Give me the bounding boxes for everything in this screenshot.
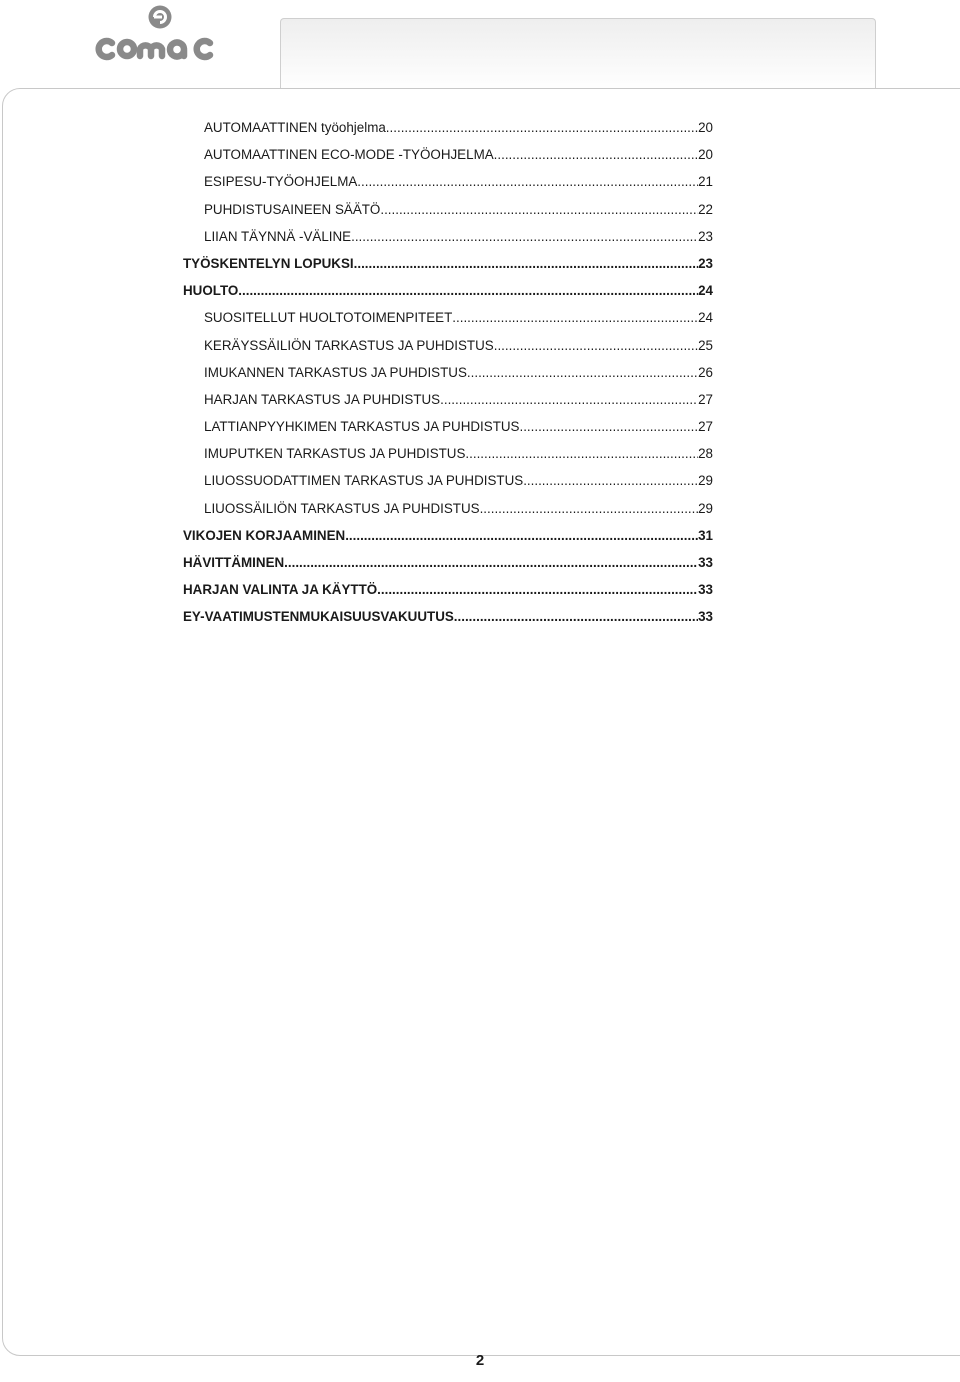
toc-entry[interactable] — [183, 498, 713, 525]
toc-entry-page: 23 — [698, 255, 713, 271]
toc-entry-page: 23 — [698, 228, 713, 244]
dot-leader — [465, 443, 698, 465]
dot-leader — [345, 525, 698, 547]
toc-entry[interactable] — [183, 416, 713, 443]
toc-entry-page: 24 — [698, 283, 713, 299]
toc-entry-title: SUOSITELLUT HUOLTOTOIMENPITEET — [204, 310, 453, 326]
toc-entry-page: 26 — [698, 364, 713, 380]
toc-entry[interactable] — [183, 552, 713, 579]
toc-entry-title: LIIAN TÄYNNÄ -VÄLINE — [204, 228, 352, 244]
dot-leader — [357, 171, 698, 193]
toc-entry-page: 21 — [698, 174, 713, 190]
toc-entry-title: LIUOSSÄILIÖN TARKASTUS JA PUHDISTUS — [204, 500, 480, 516]
toc-entry-title: HARJAN TARKASTUS JA PUHDISTUS — [204, 391, 441, 407]
toc-entry[interactable] — [183, 280, 713, 307]
dot-leader — [390, 117, 699, 139]
toc-entry[interactable] — [183, 335, 713, 362]
toc-entry-page: 33 — [698, 582, 713, 598]
dot-leader — [494, 335, 698, 357]
dot-leader — [380, 199, 698, 221]
toc-entry-page: 25 — [698, 337, 713, 353]
toc-entry-title: HARJAN VALINTA JA KÄYTTÖ — [183, 582, 378, 598]
toc-entry-title: EY-VAATIMUSTENMUKAISUUSVAKUUTUS — [183, 609, 454, 625]
dot-leader — [440, 389, 698, 411]
dot-leader — [454, 606, 698, 628]
toc-entry-page: 27 — [698, 419, 713, 435]
toc-entry[interactable] — [183, 470, 713, 497]
toc-entry[interactable] — [183, 199, 713, 226]
toc-entry[interactable] — [183, 171, 713, 198]
toc-entry-title: LIUOSSUODATTIMEN TARKASTUS JA PUHDISTUS — [204, 473, 524, 489]
toc-entry-title: VIKOJEN KORJAAMINEN — [183, 527, 346, 543]
toc-entry-title: LATTIANPYYHKIMEN TARKASTUS JA PUHDISTUS — [204, 419, 520, 435]
toc-entry-page: 33 — [698, 555, 713, 570]
toc-entry-title: IMUPUTKEN TARKASTUS JA PUHDISTUS — [204, 446, 466, 462]
dot-leader — [494, 144, 698, 166]
dot-leader — [284, 552, 698, 574]
table-of-contents — [183, 117, 713, 634]
toc-entry-title: AUTOMAATTINEN työohjelma. — [204, 120, 390, 135]
toc-entry[interactable] — [183, 525, 713, 552]
toc-entry-title: PUHDISTUSAINEEN SÄÄTÖ — [204, 201, 381, 217]
toc-entry-page: 24 — [698, 310, 713, 326]
toc-entry[interactable] — [183, 443, 713, 470]
dot-leader — [519, 416, 698, 438]
toc-entry[interactable] — [183, 606, 713, 633]
toc-entry[interactable] — [183, 144, 713, 171]
toc-entry[interactable] — [183, 579, 713, 606]
toc-entry-page: 20 — [698, 120, 713, 135]
dot-leader — [238, 280, 698, 302]
toc-entry-page: 33 — [698, 609, 713, 625]
header-tab — [280, 18, 876, 90]
toc-entry-page: 28 — [698, 446, 713, 462]
toc-entry-title: KERÄYSSÄILIÖN TARKASTUS JA PUHDISTUS — [204, 337, 494, 353]
toc-entry[interactable] — [183, 362, 713, 389]
toc-entry-title: HÄVITTÄMINEN — [183, 555, 285, 570]
dot-leader — [452, 307, 698, 329]
dot-leader — [480, 498, 699, 520]
toc-entry[interactable] — [183, 389, 713, 416]
page-number: 2 — [475, 1352, 485, 1369]
dot-leader — [467, 362, 698, 384]
toc-entry-title: AUTOMAATTINEN ECO-MODE -TYÖOHJELMA — [204, 147, 494, 163]
toc-entry-title: ESIPESU-TYÖOHJELMA — [204, 174, 358, 190]
dot-leader — [523, 470, 698, 492]
dot-leader — [351, 226, 698, 248]
toc-entry[interactable] — [183, 253, 713, 280]
toc-entry-page: 20 — [698, 147, 713, 163]
toc-entry[interactable] — [183, 307, 713, 334]
toc-entry-page: 22 — [698, 201, 713, 217]
toc-entry[interactable] — [183, 117, 713, 144]
dot-leader — [377, 579, 698, 601]
toc-entry-page: 27 — [698, 391, 713, 407]
dot-leader — [354, 253, 698, 275]
toc-entry-page: 29 — [698, 500, 713, 516]
toc-entry-page: 29 — [698, 473, 713, 489]
toc-entry-title: IMUKANNEN TARKASTUS JA PUHDISTUS — [204, 364, 467, 380]
toc-entry-title: HUOLTO — [183, 283, 239, 299]
toc-entry[interactable] — [183, 226, 713, 253]
toc-entry-page: 31 — [698, 527, 713, 543]
comac-logo — [90, 2, 240, 64]
toc-entry-title: TYÖSKENTELYN LOPUKSI — [183, 255, 354, 271]
